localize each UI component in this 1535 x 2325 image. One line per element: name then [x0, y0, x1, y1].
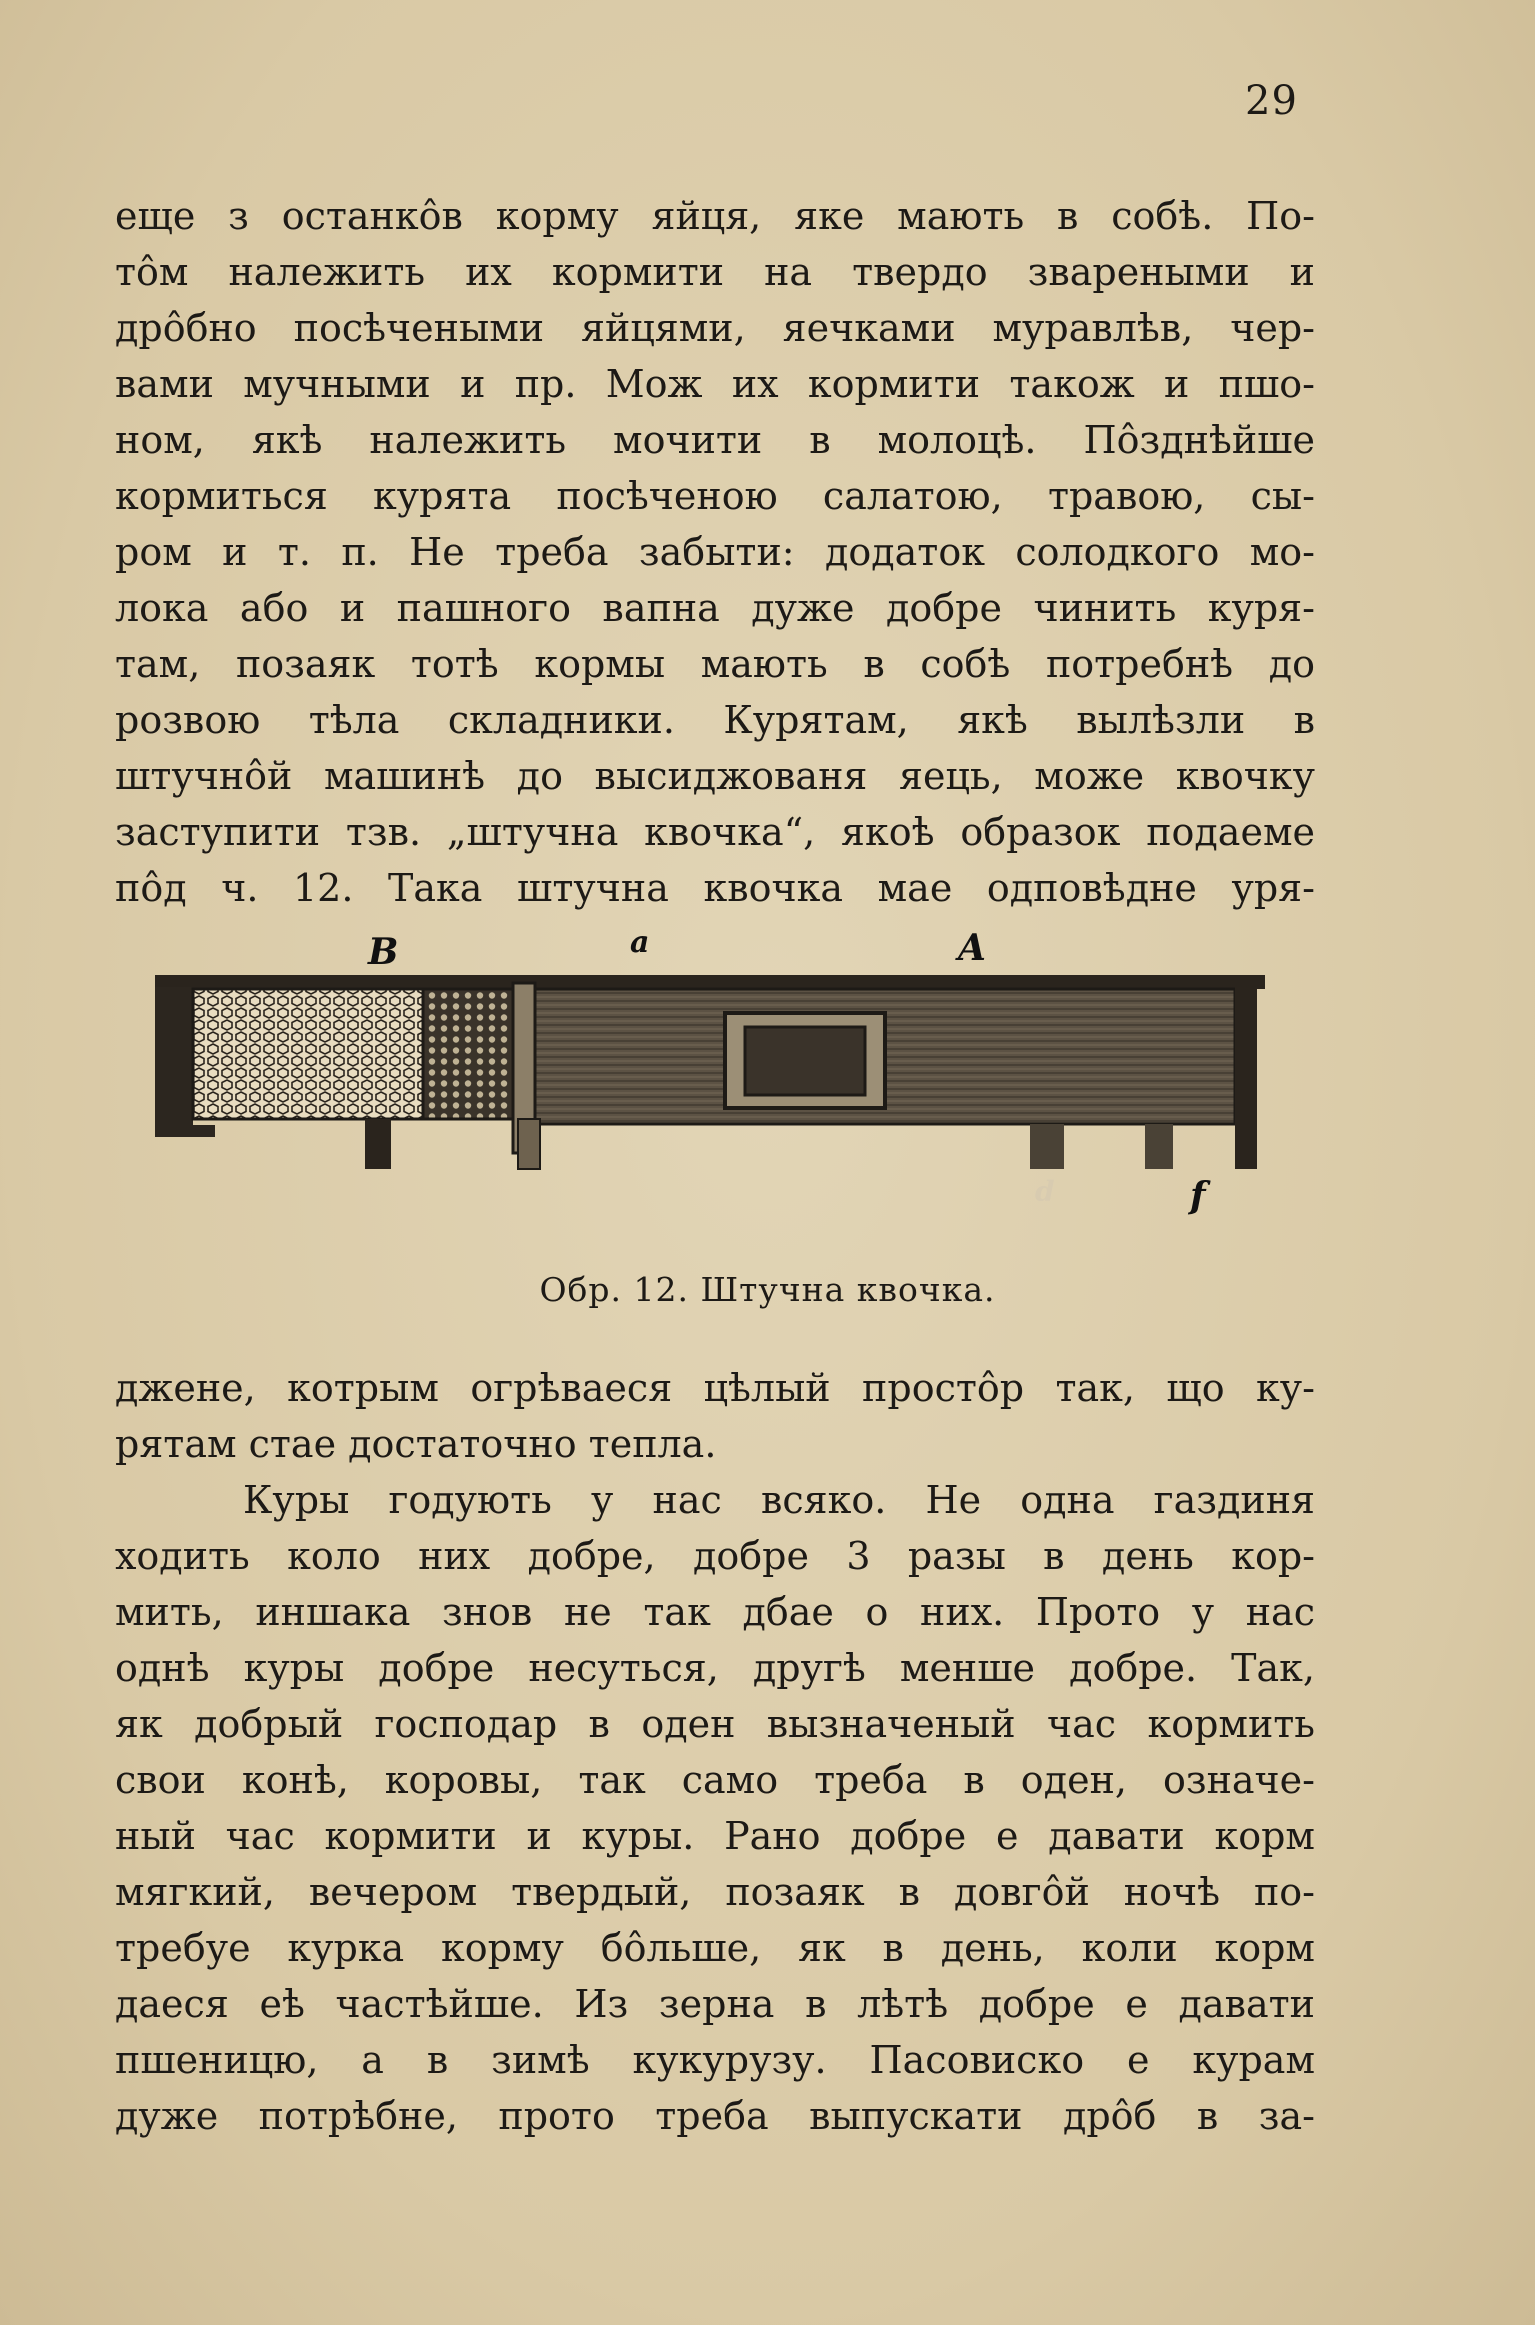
- figure-label-f: f: [1190, 1175, 1206, 1217]
- text-line: даеся еѣ частѣйше. Из зерна в лѣтѣ добре е давати: [115, 1982, 1315, 2026]
- text-line: однѣ куры добре несуться, другѣ менше добре. Так,: [115, 1646, 1315, 1690]
- figure-caption: Обр. 12. Штучна квочка.: [539, 1270, 996, 1309]
- text-line: мить, иншака знов не так дбае о них. Прото у нас: [115, 1590, 1315, 1634]
- text-line: тôм належить их кормити на твердо звареными и: [115, 250, 1315, 294]
- text-line: пôд ч. 12. Така штучна квочка мае одповѣдне уря-: [115, 866, 1315, 910]
- text-line: ходить коло них добре, добре 3 разы в день кор-: [115, 1534, 1315, 1578]
- figure-label-a-small: a: [630, 925, 650, 960]
- text-line: дуже потрѣбне, прото треба выпускати дрôб в за-: [115, 2094, 1315, 2138]
- text-line: штучнôй машинѣ до высиджованя яець, може квочку: [115, 754, 1315, 798]
- figure-label-d: d: [1035, 1175, 1055, 1208]
- incubator-figure: [150, 925, 1280, 1265]
- text-line: еще з останкôв корму яйця, яке мають в собѣ. По-: [115, 194, 1315, 238]
- text-line: пшеницю, а в зимѣ кукурузу. Пасовиско е курам: [115, 2038, 1315, 2082]
- text-line: вами мучными и пр. Мож их кормити також и пшо-: [115, 362, 1315, 406]
- text-line: розвою тѣла складники. Курятам, якѣ вылѣзли в: [115, 698, 1315, 742]
- page-number: 29: [1245, 78, 1298, 124]
- text-line: ном, якѣ належить мочити в молоцѣ. Пôзднѣйше: [115, 418, 1315, 462]
- text-line: там, позаяк тотѣ кормы мають в собѣ потребнѣ до: [115, 642, 1315, 686]
- figure-label-a: A: [958, 927, 986, 969]
- text-line: ный час кормити и куры. Рано добре е давати корм: [115, 1814, 1315, 1858]
- text-line: як добрый господар в оден вызначеный час кормить: [115, 1702, 1315, 1746]
- figure-label-b: B: [368, 931, 399, 973]
- text-line: Куры годують у нас всяко. Не одна газдиня: [243, 1478, 1315, 1522]
- text-line: джене, котрым огрѣваеся цѣлый простôр так, що ку-: [115, 1366, 1315, 1410]
- paragraph-bottom: [115, 1360, 1315, 2144]
- text-line: свои конѣ, коровы, так само треба в оден, означе-: [115, 1758, 1315, 1802]
- text-line: дрôбно посѣчеными яйцями, яечками муравлѣв, чер-: [115, 306, 1315, 350]
- text-line: требуе курка корму бôльше, як в день, коли корм: [115, 1926, 1315, 1970]
- text-line: мягкий, вечером твердый, позаяк в довгôй ночѣ по-: [115, 1870, 1315, 1914]
- text-line: рятам стае достаточно тепла.: [115, 1422, 717, 1466]
- incubator-illustration: [150, 935, 1280, 1265]
- text-line: лока або и пашного вапна дуже добре чинить куря-: [115, 586, 1315, 630]
- paragraph-top: [115, 188, 1315, 916]
- text-line: ром и т. п. Не треба забыти: додаток солодкого мо-: [115, 530, 1315, 574]
- text-line: кормиться курята посѣченою салатою, травою, сы-: [115, 474, 1315, 518]
- text-line: заступити тзв. „штучна квочка“, якоѣ образок подаеме: [115, 810, 1315, 854]
